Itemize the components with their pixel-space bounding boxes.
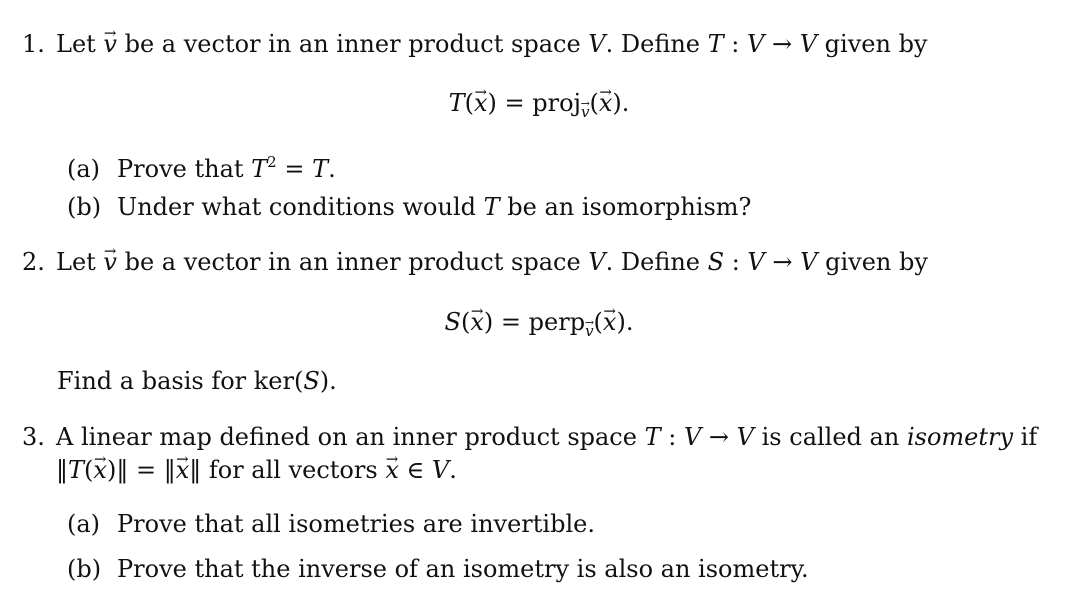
problem-2-followup: Find a basis for ker(S). [57,367,337,395]
part-label: (b) [67,193,102,221]
problem-1-intro: 1. Let → v be a vector in an inner product space V. Define T : V → V given by [22,29,927,59]
problem-1-part-a: (a) Prove that $T^2 = T$. [67,153,336,183]
problem-1-formula: T(→ x) = proj→ $_v$(→ x). [0,88,1078,127]
problem-3-line-2: ‖T(→ x)‖ = ‖→ x‖ for all vectors → x ∈ V. [56,455,457,485]
problem-number: 1. [22,30,45,58]
problem-3-part-a: (a) Prove that all isometries are invertible. [67,510,595,538]
part-label: (b) [67,555,102,583]
problem-3-part-b: (b) Prove that the inverse of an isometry is also an isometry. [67,555,809,583]
problem-3-line-1: 3. A linear map defined on an inner product space T : V → V is called an isometry if [22,423,1038,451]
problem-number: 2. [22,248,45,276]
vector-v: → v [103,29,117,59]
problem-2-formula: S(→ x) = perp→ $_v$(→ x). [0,307,1078,346]
vector-v: → v [103,247,117,277]
problem-number: 3. [22,423,45,451]
part-label: (a) [67,510,101,538]
part-label: (a) [67,155,101,183]
term-isometry: isometry [906,423,1014,451]
problem-1-part-b: (b) Under what conditions would T be an isomorphism? [67,193,752,221]
problem-2-intro: 2. Let → v be a vector in an inner product space V. Define S : V → V given by [22,247,928,277]
